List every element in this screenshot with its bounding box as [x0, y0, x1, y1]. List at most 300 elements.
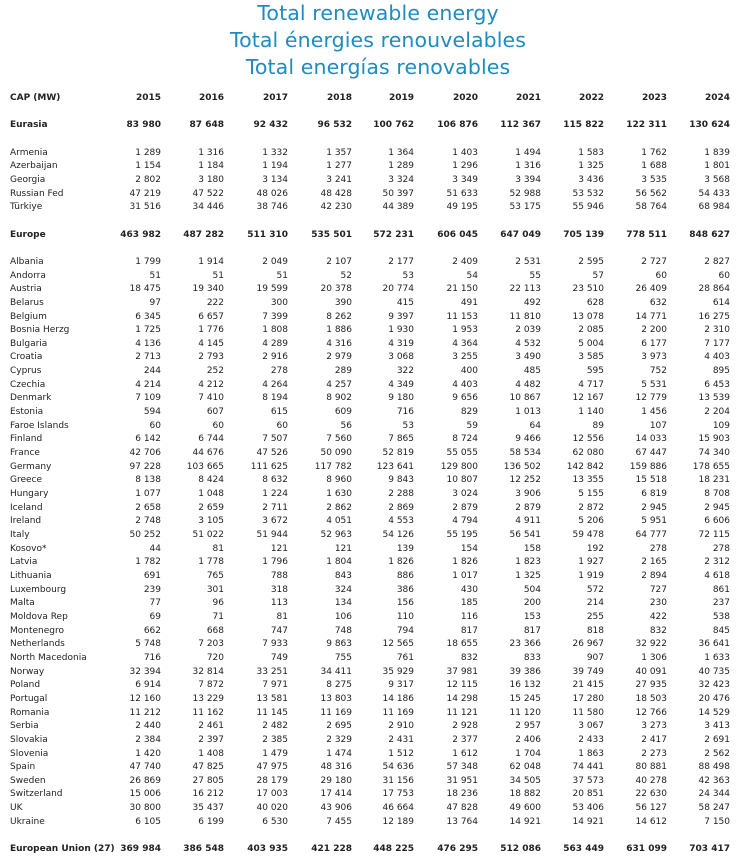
cell-2022: 3 585 [578, 352, 604, 363]
cell-2022: 142 842 [566, 461, 604, 472]
row-label: Ireland [10, 516, 42, 527]
cell-2020: 14 298 [446, 693, 478, 704]
cell-2021: 1 494 [515, 147, 541, 158]
cell-2015: 60 [149, 420, 161, 431]
cell-2015: 97 228 [129, 461, 161, 472]
row-label: Albania [10, 256, 44, 267]
cell-2024: 7 150 [704, 816, 730, 827]
cell-2015: 30 800 [129, 803, 161, 814]
cell-2018: 3 241 [326, 174, 352, 185]
cell-2024: 15 903 [698, 434, 730, 445]
cell-2016: 386 548 [183, 844, 224, 855]
cell-2023: 278 [649, 543, 667, 554]
cell-2020: 47 828 [446, 803, 478, 814]
cell-2023: 12 779 [635, 393, 667, 404]
cell-2016: 27 805 [192, 775, 224, 786]
cell-2020: 9 656 [452, 393, 478, 404]
cell-2017: 7 399 [262, 311, 288, 322]
row-label: Kosovo* [10, 543, 47, 554]
cell-2018: 4 051 [326, 516, 352, 527]
cell-2021: 39 386 [509, 666, 541, 677]
cell-2019: 54 126 [382, 530, 414, 540]
cell-2020: 2 879 [452, 502, 478, 513]
cell-2019: 572 231 [373, 229, 414, 240]
country-row [10, 201, 746, 215]
cell-2024: 4 403 [704, 352, 730, 363]
row-label: Serbia [10, 721, 39, 732]
cell-2020: 116 [460, 611, 478, 622]
cell-2024: 36 641 [698, 639, 730, 650]
cell-2023: 5 951 [641, 516, 667, 527]
row-label: Eurasia [10, 120, 48, 131]
country-row [10, 270, 746, 284]
cell-2018: 48 428 [320, 188, 352, 199]
cell-2018: 48 316 [320, 762, 352, 773]
cell-2019: 156 [396, 598, 414, 609]
cell-2020: 476 295 [437, 844, 478, 855]
country-row [10, 174, 746, 188]
cell-2015: 369 984 [120, 844, 161, 855]
cell-2023: 2 894 [641, 570, 667, 581]
cell-2016: 103 665 [186, 461, 224, 472]
country-row [10, 529, 746, 543]
cell-2015: 26 869 [129, 775, 161, 786]
country-row [10, 679, 746, 693]
cell-2023: 12 766 [635, 707, 667, 718]
cell-2024: 1 633 [704, 652, 730, 663]
cell-2022: 907 [586, 652, 604, 663]
cell-2016: 4 212 [198, 379, 224, 390]
cell-2021: 3 394 [515, 174, 541, 185]
cell-2020: 54 [466, 270, 478, 281]
table-header [10, 92, 746, 106]
cell-2022: 21 415 [572, 680, 604, 691]
row-label: Netherlands [10, 639, 65, 650]
cell-2020: 491 [460, 297, 478, 308]
cell-2017: 33 251 [256, 666, 288, 677]
cell-2018: 106 [334, 611, 352, 622]
cell-2024: 32 423 [698, 680, 730, 691]
cell-2017: 1 194 [262, 161, 288, 172]
cell-2019: 20 774 [382, 284, 414, 295]
cell-2019: 1 289 [388, 161, 414, 172]
cell-2018: 4 316 [326, 338, 352, 349]
cell-2017: 3 672 [262, 516, 288, 527]
cell-2020: 51 633 [446, 188, 478, 199]
row-label: Faroe Islands [10, 420, 69, 431]
cell-2020: 57 348 [446, 762, 478, 773]
cell-2020: 1 017 [452, 570, 478, 581]
row-label: Latvia [10, 557, 38, 568]
cell-2017: 1 224 [262, 489, 288, 500]
cell-2024: 109 [712, 420, 730, 431]
country-row [10, 147, 746, 161]
cell-2022: 14 921 [572, 816, 604, 827]
cell-2024: 14 529 [698, 707, 730, 718]
cell-2015: 691 [143, 570, 161, 581]
cell-2018: 324 [334, 584, 352, 595]
cell-2021: 4 532 [515, 338, 541, 349]
cell-2019: 2 177 [388, 256, 414, 267]
cell-2024: 703 417 [689, 844, 730, 855]
cell-2015: 4 136 [135, 338, 161, 349]
cell-2021: 485 [523, 366, 541, 377]
cell-2022: 13 355 [572, 475, 604, 486]
row-label: Malta [10, 598, 35, 609]
cell-2021: 136 502 [503, 461, 541, 472]
cell-2024: 13 539 [698, 393, 730, 404]
country-row [10, 720, 746, 734]
cell-2017: 2 916 [262, 352, 288, 363]
cell-2020: 106 876 [437, 120, 478, 131]
cell-2022: 705 139 [563, 229, 604, 240]
cell-2016: 607 [206, 407, 224, 418]
cell-2016: 1 778 [198, 557, 224, 568]
cell-2017: 747 [270, 625, 288, 636]
cell-2023: 832 [649, 625, 667, 636]
cell-2018: 42 230 [320, 202, 352, 213]
country-row [10, 584, 746, 598]
cell-2020: 2020 [452, 93, 478, 103]
cell-2016: 1 316 [198, 147, 224, 158]
cell-2018: 7 560 [326, 434, 352, 445]
cell-2018: 535 501 [311, 229, 352, 240]
cell-2015: 44 [149, 543, 161, 554]
cell-2023: 122 311 [626, 120, 667, 131]
cell-2021: 2 039 [515, 325, 541, 336]
cell-2022: 214 [586, 598, 604, 609]
cell-2021: 10 867 [509, 393, 541, 404]
cell-2022: 53 406 [572, 803, 604, 814]
cell-2022: 23 510 [572, 284, 604, 295]
cell-2022: 595 [586, 366, 604, 377]
cell-2019: 7 865 [388, 434, 414, 445]
cell-2015: 1 799 [135, 256, 161, 267]
cell-2016: 765 [206, 570, 224, 581]
cell-2017: 615 [270, 407, 288, 418]
cell-2021: 1 316 [515, 161, 541, 172]
cell-2018: 7 455 [326, 816, 352, 827]
row-label: Andorra [10, 270, 46, 281]
country-row [10, 788, 746, 802]
cell-2015: 47 219 [129, 188, 161, 199]
country-row [10, 447, 746, 461]
cell-2015: 2 440 [135, 721, 161, 732]
cell-2020: 1 953 [452, 325, 478, 336]
cell-2017: 11 145 [256, 707, 288, 718]
cell-2020: 10 807 [446, 475, 478, 486]
cell-2023: 60 [655, 270, 667, 281]
cell-2017: 13 581 [256, 693, 288, 704]
country-row [10, 338, 746, 352]
cell-2015: 5 748 [135, 639, 161, 650]
cell-2024: 178 655 [692, 461, 730, 472]
cell-2020: 829 [460, 407, 478, 418]
cell-2020: 2 409 [452, 256, 478, 267]
cell-2022: 2 085 [578, 325, 604, 336]
cell-2018: 1 474 [326, 748, 352, 759]
cell-2022: 2 872 [578, 502, 604, 513]
cell-2020: 55 195 [446, 530, 478, 540]
cell-2019: 17 753 [382, 789, 414, 800]
cell-2022: 628 [586, 297, 604, 308]
cell-2018: 2 979 [326, 352, 352, 363]
cell-2016: 35 437 [192, 803, 224, 814]
cell-2022: 13 078 [572, 311, 604, 322]
cell-2015: 716 [143, 652, 161, 663]
cell-2021: 55 [529, 270, 541, 281]
cell-2015: 1 077 [135, 489, 161, 500]
cell-2021: 22 113 [509, 284, 541, 295]
cell-2017: 2 711 [262, 502, 288, 513]
row-label: Spain [10, 762, 36, 773]
cell-2019: 3 324 [388, 174, 414, 185]
cell-2015: 244 [143, 366, 161, 377]
cell-2018: 755 [334, 652, 352, 663]
cell-2017: 17 003 [256, 789, 288, 800]
cell-2024: 6 606 [704, 516, 730, 527]
cell-2020: 2 928 [452, 721, 478, 732]
cell-2023: 2 165 [641, 557, 667, 568]
cell-2016: 34 446 [192, 202, 224, 213]
cell-2023: 56 562 [635, 188, 667, 199]
cell-2019: 9 843 [388, 475, 414, 486]
cell-2015: 2 802 [135, 174, 161, 185]
cell-2020: 129 800 [440, 461, 478, 472]
row-label: Austria [10, 284, 42, 295]
row-label: CAP (MW) [10, 93, 61, 103]
cell-2021: 3 906 [515, 489, 541, 500]
cell-2023: 27 935 [635, 680, 667, 691]
cell-2022: 1 863 [578, 748, 604, 759]
country-row [10, 256, 746, 270]
cell-2024: 237 [712, 598, 730, 609]
cell-2024: 72 115 [698, 530, 730, 540]
cell-2024: 28 864 [698, 284, 730, 295]
cell-2018: 421 228 [311, 844, 352, 855]
cell-2017: 318 [270, 584, 288, 595]
cell-2023: 2 727 [641, 256, 667, 267]
row-label: Türkiye [10, 202, 43, 213]
cell-2019: 415 [396, 297, 414, 308]
cell-2021: 817 [523, 625, 541, 636]
row-label: Denmark [10, 393, 52, 404]
cell-2019: 2 869 [388, 502, 414, 513]
cell-2021: 15 245 [509, 693, 541, 704]
cell-2020: 3 349 [452, 174, 478, 185]
cell-2020: 154 [460, 543, 478, 554]
row-label: Ukraine [10, 816, 45, 827]
country-row [10, 324, 746, 338]
cell-2023: 2 417 [641, 734, 667, 745]
cell-2016: 222 [206, 297, 224, 308]
row-label: Armenia [10, 147, 48, 158]
cell-2015: 18 475 [129, 284, 161, 295]
cell-2018: 34 411 [320, 666, 352, 677]
row-label: Iceland [10, 502, 43, 513]
cell-2016: 3 105 [198, 516, 224, 527]
cell-2018: 843 [334, 570, 352, 581]
cell-2022: 1 325 [578, 161, 604, 172]
cell-2019: 139 [396, 543, 414, 554]
cell-2018: 1 357 [326, 147, 352, 158]
cell-2022: 53 532 [572, 188, 604, 199]
cell-2024: 74 340 [698, 448, 730, 459]
row-label: Europe [10, 229, 46, 240]
cell-2024: 58 247 [698, 803, 730, 814]
eu27-row [10, 843, 746, 857]
cell-2021: 4 482 [515, 379, 541, 390]
cell-2018: 390 [334, 297, 352, 308]
cell-2015: 1 289 [135, 147, 161, 158]
cell-2016: 2 793 [198, 352, 224, 363]
cell-2019: 2 910 [388, 721, 414, 732]
row-label: France [10, 448, 40, 459]
cell-2024: 895 [712, 366, 730, 377]
cell-2022: 192 [586, 543, 604, 554]
cell-2015: 2015 [135, 93, 161, 103]
cell-2024: 2 691 [704, 734, 730, 745]
cell-2016: 1 048 [198, 489, 224, 500]
country-row [10, 802, 746, 816]
cell-2017: 788 [270, 570, 288, 581]
cell-2021: 11 810 [509, 311, 541, 322]
cell-2016: 487 282 [183, 229, 224, 240]
cell-2024: 20 476 [698, 693, 730, 704]
cell-2017: 1 479 [262, 748, 288, 759]
cell-2019: 386 [396, 584, 414, 595]
cell-2018: 8 275 [326, 680, 352, 691]
capacity-table [10, 92, 746, 857]
country-row [10, 761, 746, 775]
cell-2015: 2 384 [135, 734, 161, 745]
cell-2018: 56 [340, 420, 352, 431]
cell-2017: 1 332 [262, 147, 288, 158]
cell-2015: 2 658 [135, 502, 161, 513]
cell-2016: 13 229 [192, 693, 224, 704]
row-label: Luxembourg [10, 584, 67, 595]
cell-2018: 134 [334, 598, 352, 609]
cell-2019: 448 225 [373, 844, 414, 855]
cell-2020: 11 153 [446, 311, 478, 322]
cell-2015: 42 706 [129, 448, 161, 459]
cell-2022: 2 433 [578, 734, 604, 745]
cell-2015: 31 516 [129, 202, 161, 213]
cell-2016: 16 212 [192, 789, 224, 800]
cell-2018: 13 803 [320, 693, 352, 704]
cell-2021: 52 988 [509, 188, 541, 199]
cell-2020: 13 764 [446, 816, 478, 827]
title-spanish: Total energías renovables [245, 55, 511, 79]
row-label: Croatia [10, 352, 43, 363]
cell-2021: 56 541 [509, 530, 541, 540]
cell-2020: 37 981 [446, 666, 478, 677]
cell-2022: 1 919 [578, 570, 604, 581]
cell-2021: 4 911 [515, 516, 541, 527]
cell-2015: 1 782 [135, 557, 161, 568]
cell-2020: 8 724 [452, 434, 478, 445]
cell-2021: 9 466 [515, 434, 541, 445]
cell-2019: 9 397 [388, 311, 414, 322]
cell-2017: 8 194 [262, 393, 288, 404]
cell-2016: 252 [206, 366, 224, 377]
cell-2021: 64 [529, 420, 541, 431]
cell-2022: 74 441 [572, 762, 604, 773]
cell-2017: 7 971 [262, 680, 288, 691]
cell-2023: 159 886 [629, 461, 667, 472]
cell-2018: 43 906 [320, 803, 352, 814]
cell-2020: 400 [460, 366, 478, 377]
cell-2024: 538 [712, 611, 730, 622]
row-label: Romania [10, 707, 50, 718]
cell-2021: 12 252 [509, 475, 541, 486]
cell-2018: 52 963 [320, 530, 352, 540]
cell-2015: 8 138 [135, 475, 161, 486]
cell-2020: 185 [460, 598, 478, 609]
cell-2017: 51 [276, 270, 288, 281]
cell-2018: 289 [334, 366, 352, 377]
cell-2024: 2 310 [704, 325, 730, 336]
cell-2024: 60 [718, 270, 730, 281]
cell-2015: 6 914 [135, 680, 161, 691]
cell-2024: 8 708 [704, 489, 730, 500]
cell-2017: 48 026 [256, 188, 288, 199]
cell-2024: 3 413 [704, 721, 730, 732]
cell-2022: 12 167 [572, 393, 604, 404]
cell-2021: 53 175 [509, 202, 541, 213]
cell-2015: 662 [143, 625, 161, 636]
cell-2023: 1 762 [641, 147, 667, 158]
cell-2019: 52 819 [382, 448, 414, 459]
cell-2022: 20 851 [572, 789, 604, 800]
country-row [10, 474, 746, 488]
cell-2015: 1 154 [135, 161, 161, 172]
cell-2023: 778 511 [626, 229, 667, 240]
cell-2019: 1 364 [388, 147, 414, 158]
cell-2020: 21 150 [446, 284, 478, 295]
cell-2022: 2022 [578, 93, 604, 103]
cell-2018: 2 107 [326, 256, 352, 267]
cell-2020: 55 055 [446, 448, 478, 459]
cell-2024: 7 177 [704, 338, 730, 349]
cell-2015: 594 [143, 407, 161, 418]
cell-2018: 2018 [326, 93, 352, 103]
cell-2016: 7 203 [198, 639, 224, 650]
cell-2023: 22 630 [635, 789, 667, 800]
row-label: Sweden [10, 775, 46, 786]
cell-2017: 6 530 [262, 816, 288, 827]
cell-2019: 53 [402, 420, 414, 431]
cell-2018: 117 782 [314, 461, 352, 472]
cell-2018: 8 960 [326, 475, 352, 486]
cell-2015: 239 [143, 584, 161, 595]
cell-2022: 5 155 [578, 489, 604, 500]
country-row [10, 543, 746, 557]
cell-2021: 58 534 [509, 448, 541, 459]
cell-2021: 34 505 [509, 775, 541, 786]
cell-2022: 59 478 [572, 530, 604, 540]
cell-2023: 26 409 [635, 284, 667, 295]
row-label: Bulgaria [10, 338, 48, 349]
cell-2023: 32 922 [635, 639, 667, 650]
cell-2024: 2 312 [704, 557, 730, 568]
row-label: Lithuania [10, 570, 52, 581]
country-row [10, 297, 746, 311]
country-row [10, 392, 746, 406]
cell-2021: 2 406 [515, 734, 541, 745]
cell-2016: 2016 [198, 93, 224, 103]
cell-2024: 4 618 [704, 570, 730, 581]
